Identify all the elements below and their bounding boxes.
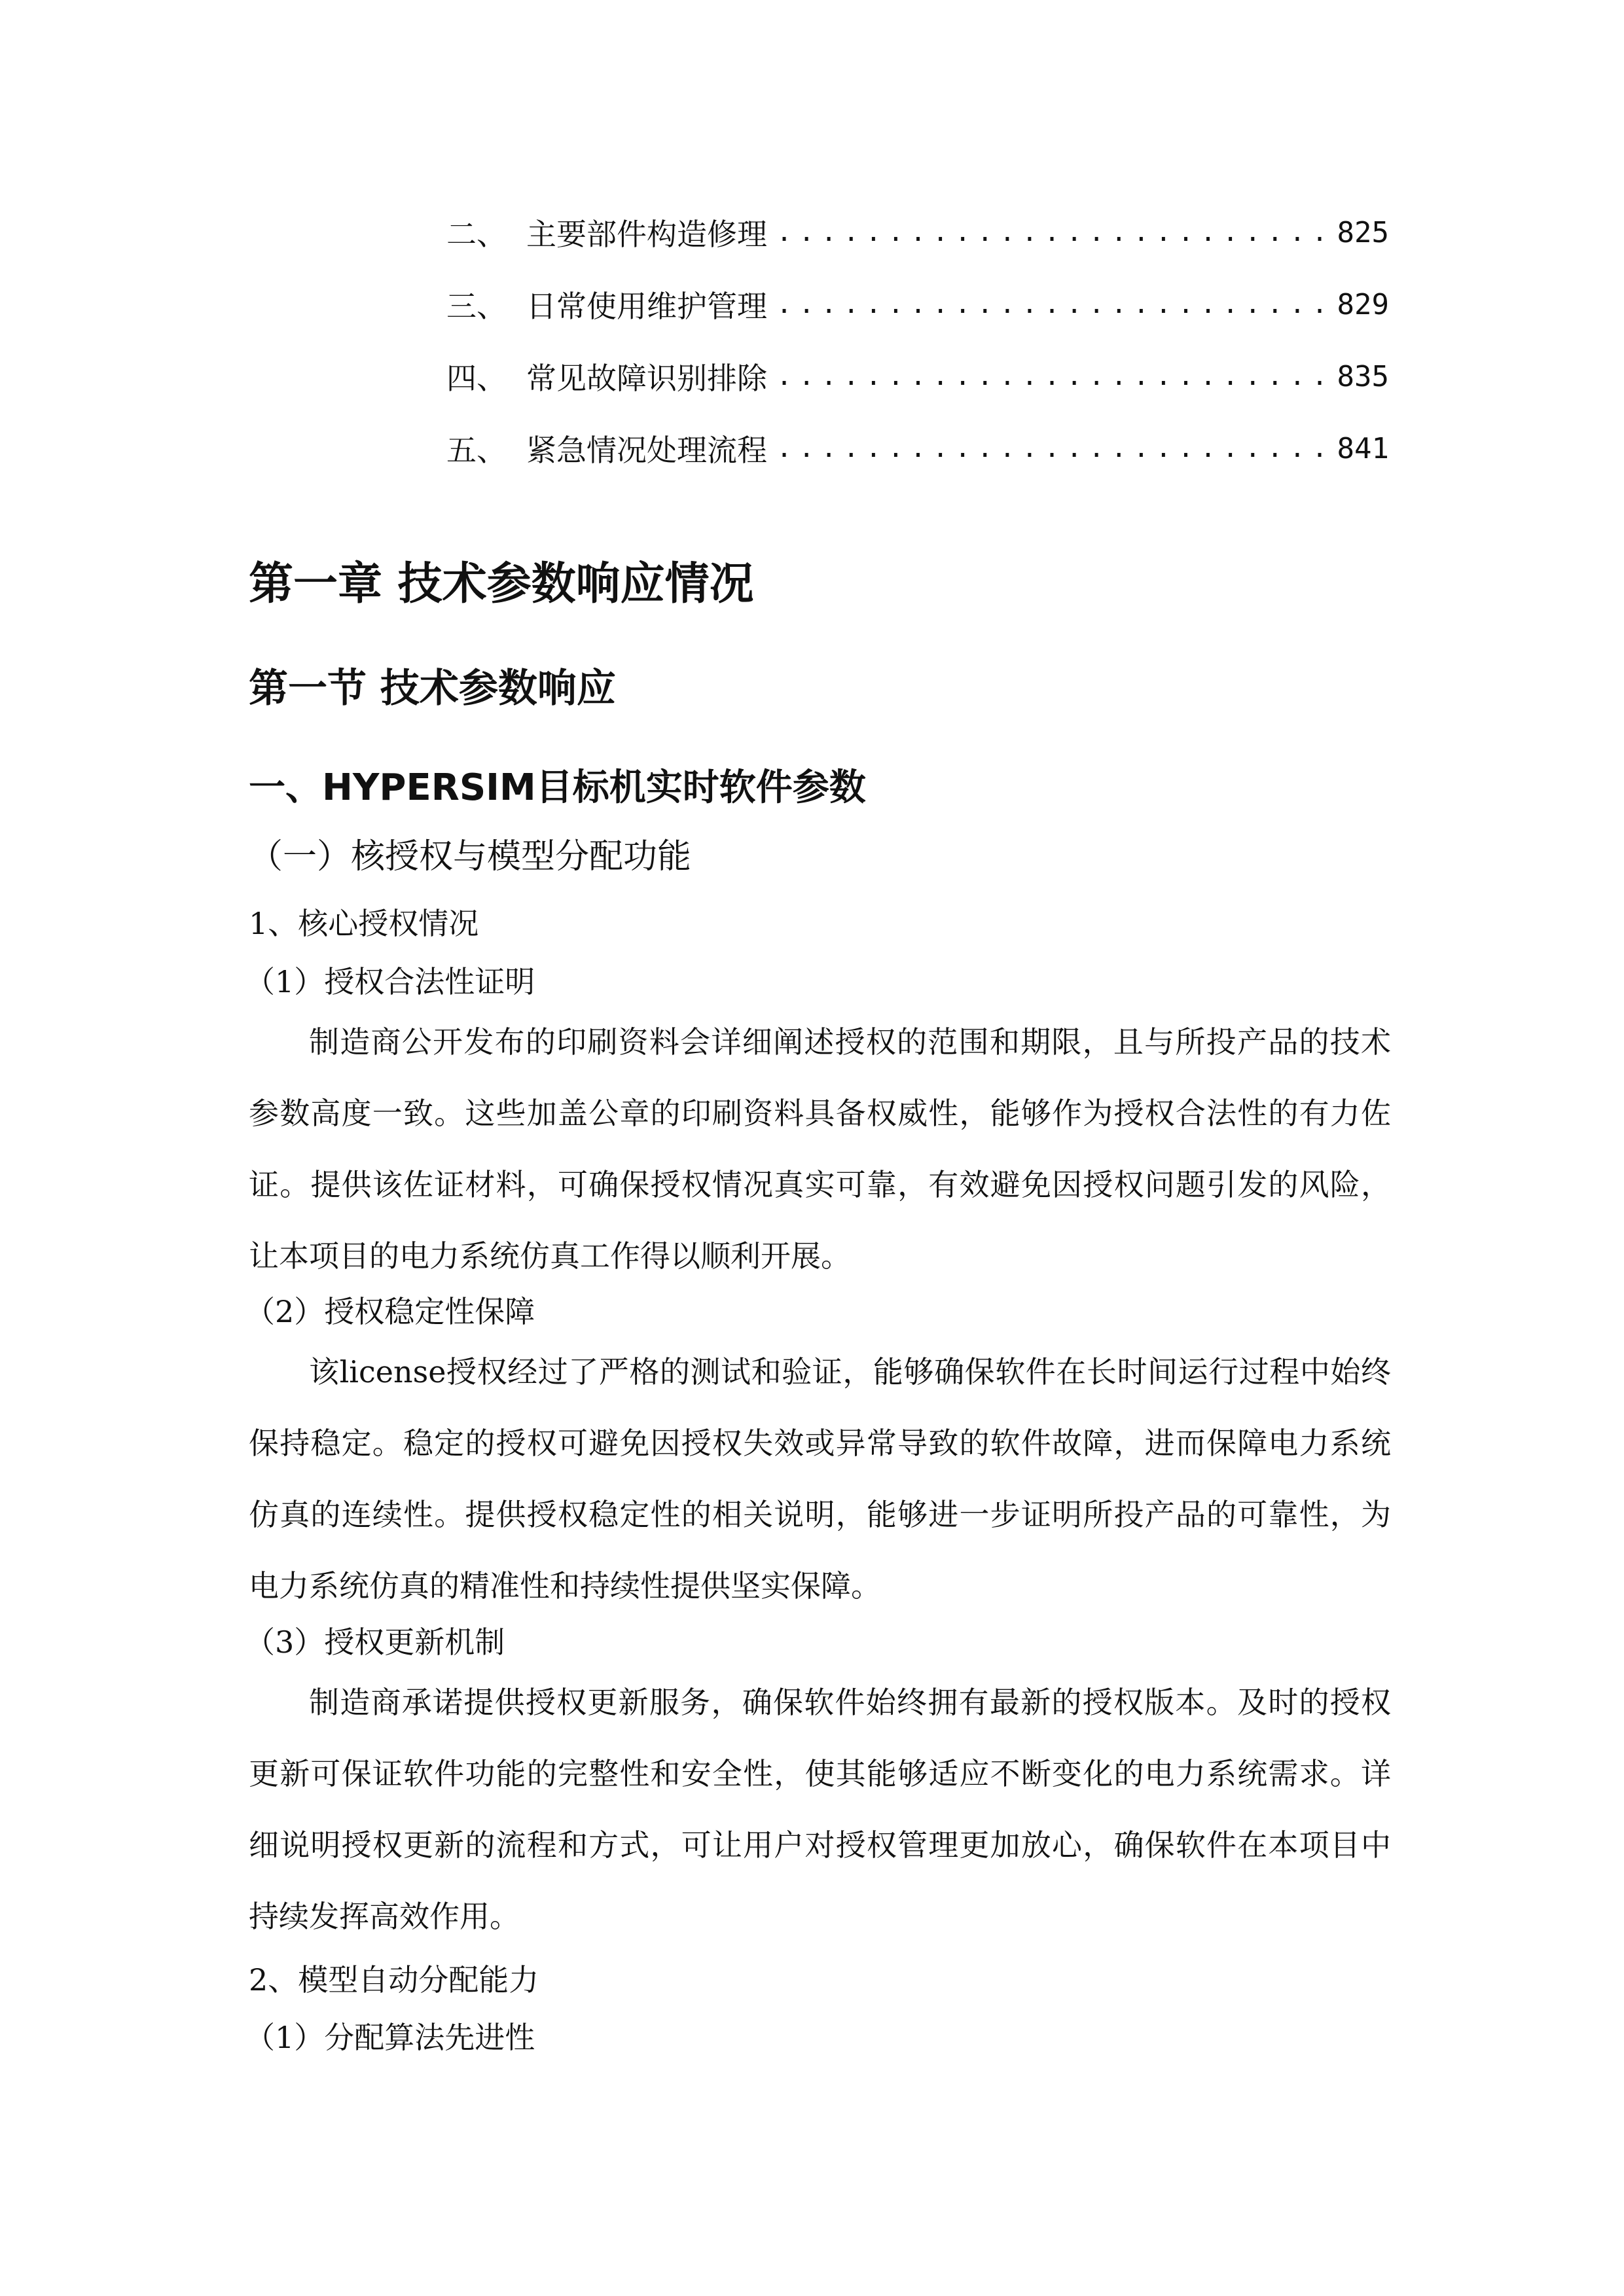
section-heading: 第一节 技术参数响应 xyxy=(249,666,616,711)
toc-entry-page: 829 xyxy=(1337,287,1389,321)
toc-entry-title: 主要部件构造修理 xyxy=(526,217,767,252)
toc-dot-leader xyxy=(776,433,1328,463)
toc-entry-number: 四、 xyxy=(446,361,507,396)
toc-entry-page: 825 xyxy=(1337,215,1389,249)
subitem-heading: （1）分配算法先进性 xyxy=(245,2020,535,2055)
toc-dot-leader xyxy=(776,289,1328,319)
body-paragraph: 制造商公开发布的印刷资料会详细阐述授权的范围和期限，且与所投产品的技术参数高度一致。这些加盖公章的印刷资料具备权威性，能够作为授权合法性的有力佐证。提供该佐证材料，可确保授权情况真实可靠，有效避免因授权问题引发的风险，让本项目的电力系统仿真工作得以顺利开展。 xyxy=(249,1024,1391,1274)
item-heading: 1、核心授权情况 xyxy=(249,906,479,941)
toc-entry-number: 二、 xyxy=(446,217,507,252)
item-heading: 2、模型自动分配能力 xyxy=(249,1962,539,1998)
toc-entry-number: 三、 xyxy=(446,289,507,324)
toc-dot-leader xyxy=(776,361,1328,391)
toc-entry-title: 紧急情况处理流程 xyxy=(526,433,767,468)
toc-entry[interactable] xyxy=(446,340,1389,412)
subsection-heading: 一、HYPERSIM目标机实时软件参数 xyxy=(249,766,866,809)
table-of-contents xyxy=(446,196,1389,484)
toc-entry[interactable] xyxy=(446,196,1389,268)
sub-subsection-heading: （一）核授权与模型分配功能 xyxy=(249,837,692,876)
toc-entry-page: 841 xyxy=(1337,431,1389,465)
toc-entry-title: 常见故障识别排除 xyxy=(526,361,767,396)
chapter-heading: 第一章 技术参数响应情况 xyxy=(249,558,754,610)
body-paragraph: 该license授权经过了严格的测试和验证，能够确保软件在长时间运行过程中始终保持稳定。稳定的授权可避免因授权失效或异常导致的软件故障，进而保障电力系统仿真的连续性。提供授权稳定性的相关说明，能够进一步证明所投产品的可靠性，为电力系统仿真的精准性和持续性提供坚实保障。 xyxy=(249,1354,1391,1604)
subitem-heading: （3）授权更新机制 xyxy=(245,1624,505,1660)
toc-dot-leader xyxy=(776,217,1328,247)
subitem-heading: （2）授权稳定性保障 xyxy=(245,1294,535,1329)
subitem-heading: （1）授权合法性证明 xyxy=(245,964,535,999)
body-paragraph: 制造商承诺提供授权更新服务，确保软件始终拥有最新的授权版本。及时的授权更新可保证软件功能的完整性和安全性，使其能够适应不断变化的电力系统需求。详细说明授权更新的流程和方式，可让用户对授权管理更加放心，确保软件在本项目中持续发挥高效作用。 xyxy=(249,1685,1391,1934)
toc-entry[interactable] xyxy=(446,268,1389,340)
toc-entry-number: 五、 xyxy=(446,433,507,468)
toc-entry[interactable] xyxy=(446,412,1389,484)
toc-entry-page: 835 xyxy=(1337,359,1389,393)
toc-entry-title: 日常使用维护管理 xyxy=(526,289,767,324)
